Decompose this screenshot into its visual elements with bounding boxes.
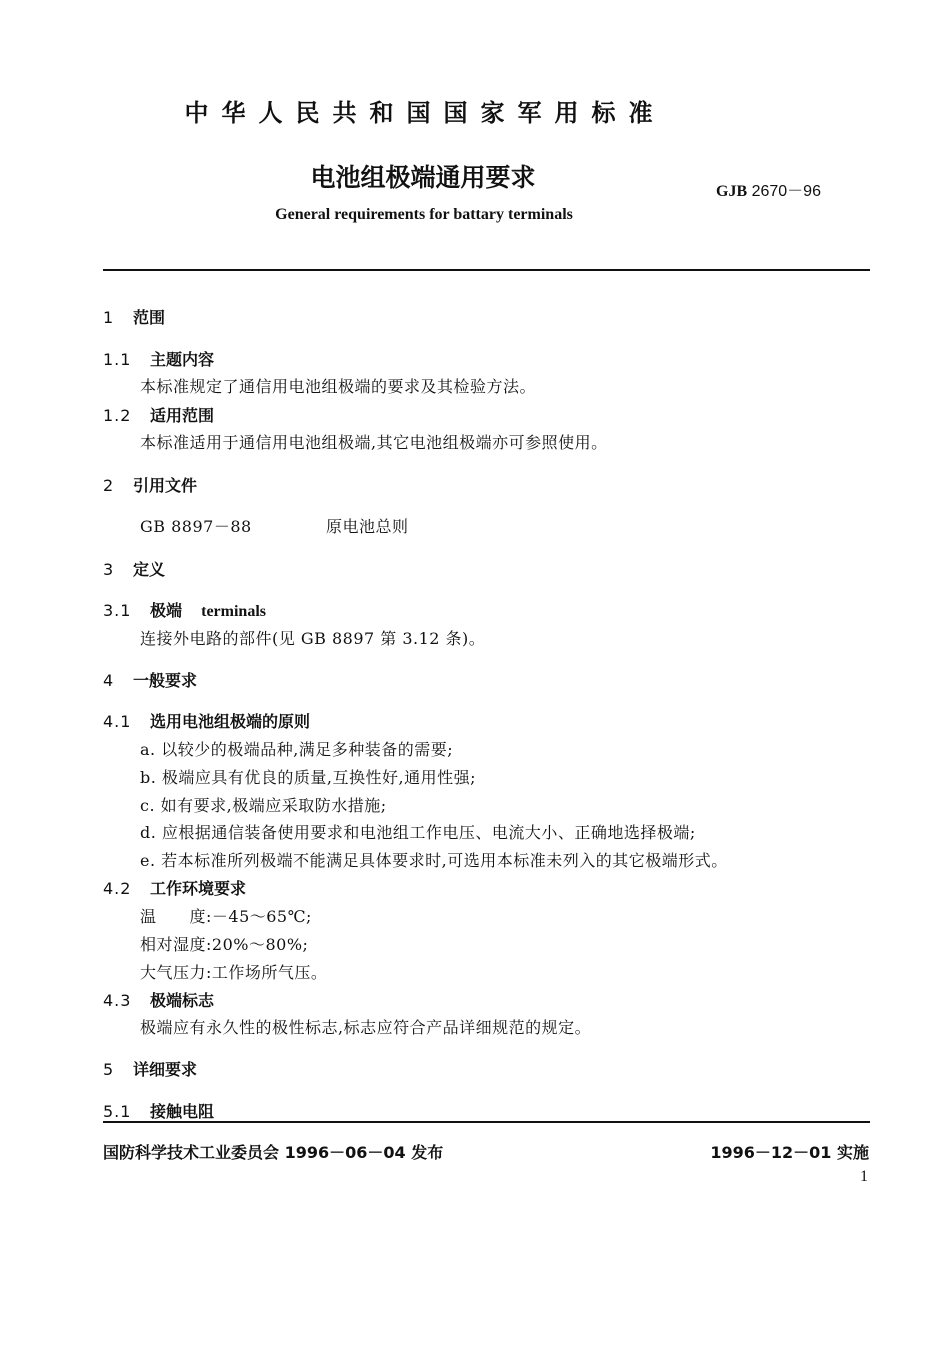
- issuer-line: 国防科学技术工业委员会 1996－06－04 发布: [103, 1143, 444, 1162]
- footer-divider: [103, 1121, 870, 1123]
- code-prefix: GJB: [716, 183, 748, 200]
- section-title: 选用电池组极端的原则: [150, 712, 311, 731]
- section-number: 4.2: [103, 879, 132, 898]
- section-1-2-text: 本标准适用于通信用电池组极端,其它电池组极端亦可参照使用。: [140, 433, 608, 452]
- reference-title: 原电池总则: [326, 517, 409, 536]
- environment-pressure: 大气压力:工作场所气压。: [140, 963, 328, 982]
- code-number: 2670－96: [751, 183, 821, 200]
- section-number: 4.3: [103, 991, 132, 1010]
- section-1-1-text: 本标准规定了通信用电池组极端的要求及其检验方法。: [140, 377, 537, 396]
- document-code: [716, 178, 821, 201]
- section-title: 极端: [150, 601, 183, 620]
- section-4-3-heading: [103, 988, 214, 1011]
- section-number: 4: [103, 671, 114, 690]
- section-title: 定义: [133, 560, 166, 579]
- list-item: d. 应根据通信装备使用要求和电池组工作电压、电流大小、正确地选择极端;: [140, 823, 696, 842]
- section-1-1-heading: [103, 347, 214, 370]
- section-number: 1.2: [103, 406, 132, 425]
- section-title: 工作环境要求: [150, 879, 247, 898]
- reference-code: GB 8897－88: [140, 517, 252, 536]
- section-number: 3: [103, 560, 114, 579]
- list-item: a. 以较少的极端品种,满足多种装备的需要;: [140, 740, 454, 759]
- section-3-1-text: 连接外电路的部件(见 GB 8897 第 3.12 条)。: [140, 629, 486, 648]
- standard-body-title: 中华人民共和国国家军用标准: [184, 99, 666, 127]
- section-number: 4.1: [103, 712, 132, 731]
- section-3-heading: [103, 557, 165, 580]
- section-title-en: terminals: [201, 603, 266, 620]
- section-number: 5.1: [103, 1102, 132, 1121]
- list-item: e. 若本标准所列极端不能满足具体要求时,可选用本标准未列入的其它极端形式。: [140, 851, 728, 870]
- section-title: 范围: [133, 308, 166, 327]
- section-title: 详细要求: [133, 1060, 198, 1079]
- header-divider: [103, 269, 870, 271]
- section-title: 适用范围: [150, 406, 215, 425]
- section-4-1-heading: [103, 709, 310, 732]
- list-item: c. 如有要求,极端应采取防水措施;: [140, 796, 387, 815]
- section-1-heading: [103, 305, 165, 328]
- section-title: 接触电阻: [150, 1102, 215, 1121]
- section-5-1-heading: [103, 1099, 214, 1122]
- list-item: b. 极端应具有优良的质量,互换性好,通用性强;: [140, 768, 476, 787]
- document-title-cn: 电池组极端通用要求: [310, 163, 536, 192]
- section-number: 1: [103, 308, 114, 327]
- document-title-en: General requirements for battary terminals: [275, 206, 573, 223]
- section-1-2-heading: [103, 403, 214, 426]
- section-title: 一般要求: [133, 671, 198, 690]
- section-3-1-heading: [103, 598, 266, 621]
- section-number: 1.1: [103, 350, 132, 369]
- environment-humidity: 相对湿度:20%～80%;: [140, 935, 309, 954]
- section-4-2-heading: [103, 876, 246, 899]
- section-title: 引用文件: [133, 476, 198, 495]
- page-number: 1: [860, 1168, 868, 1185]
- section-number: 3.1: [103, 601, 132, 620]
- section-4-3-text: 极端应有永久性的极性标志,标志应符合产品详细规范的规定。: [140, 1018, 592, 1037]
- section-title: 主题内容: [150, 350, 215, 369]
- environment-temperature: 温 度:－45～65℃;: [140, 907, 312, 926]
- section-2-heading: [103, 473, 197, 496]
- section-5-heading: [103, 1057, 197, 1080]
- section-title: 极端标志: [150, 991, 215, 1010]
- section-number: 2: [103, 476, 114, 495]
- effective-date: 1996－12－01 实施: [710, 1143, 869, 1162]
- section-4-heading: [103, 668, 197, 691]
- section-number: 5: [103, 1060, 114, 1079]
